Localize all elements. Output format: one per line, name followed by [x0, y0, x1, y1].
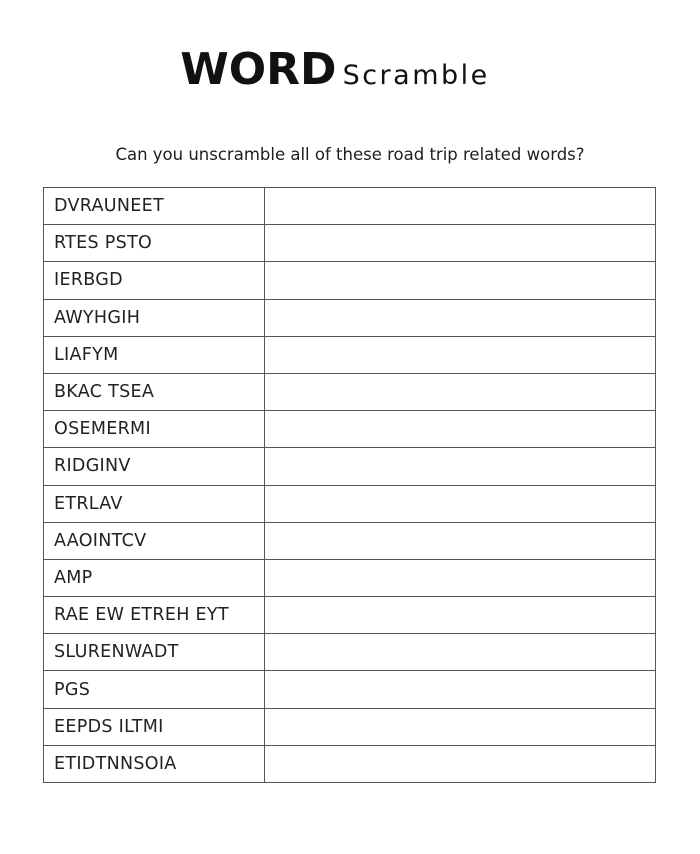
answer-cell[interactable] [265, 299, 656, 336]
table-row [44, 597, 656, 634]
title-light-word: Scramble [342, 60, 490, 91]
table-row [44, 299, 656, 336]
scrambled-word-cell: IERBGD [44, 262, 265, 299]
answer-cell[interactable] [265, 262, 656, 299]
scrambled-word-cell: ETIDTNNSOIA [44, 745, 265, 782]
scrambled-word-cell: RIDGINV [44, 448, 265, 485]
table-row [44, 373, 656, 410]
scrambled-word-cell: RTES PSTO [44, 225, 265, 262]
answer-cell[interactable] [265, 411, 656, 448]
scrambled-word-cell: BKAC TSEA [44, 373, 265, 410]
answer-cell[interactable] [265, 634, 656, 671]
answer-cell[interactable] [265, 671, 656, 708]
scrambled-word-cell: PGS [44, 671, 265, 708]
answer-cell[interactable] [265, 559, 656, 596]
worksheet-title [0, 44, 670, 95]
table-row [44, 448, 656, 485]
answer-cell[interactable] [265, 373, 656, 410]
answer-cell[interactable] [265, 188, 656, 225]
table-row [44, 262, 656, 299]
scrambled-word-cell: LIAFYM [44, 336, 265, 373]
scrambled-word-cell: AWYHGIH [44, 299, 265, 336]
title-bold-word: WORD [180, 44, 337, 95]
scrambled-word-cell: RAE EW ETREH EYT [44, 597, 265, 634]
table-row [44, 559, 656, 596]
table-row [44, 634, 656, 671]
answer-cell[interactable] [265, 448, 656, 485]
table-row [44, 522, 656, 559]
scrambled-word-cell: SLURENWADT [44, 634, 265, 671]
scrambled-word-cell: DVRAUNEET [44, 188, 265, 225]
table-row [44, 188, 656, 225]
answer-cell[interactable] [265, 485, 656, 522]
answer-cell[interactable] [265, 708, 656, 745]
answer-cell[interactable] [265, 336, 656, 373]
table-row [44, 671, 656, 708]
scrambled-word-cell: AMP [44, 559, 265, 596]
table-row [44, 225, 656, 262]
answer-cell[interactable] [265, 225, 656, 262]
table-row [44, 485, 656, 522]
answer-cell[interactable] [265, 745, 656, 782]
answer-cell[interactable] [265, 522, 656, 559]
table-row [44, 411, 656, 448]
scrambled-word-cell: EEPDS ILTMI [44, 708, 265, 745]
answer-cell[interactable] [265, 597, 656, 634]
table-row [44, 336, 656, 373]
scramble-table [43, 187, 656, 783]
table-row [44, 745, 656, 782]
scramble-table-body [44, 188, 656, 783]
scrambled-word-cell: ETRLAV [44, 485, 265, 522]
scrambled-word-cell: OSEMERMI [44, 411, 265, 448]
table-row [44, 708, 656, 745]
instructions-text: Can you unscramble all of these road trip related words? [115, 145, 585, 164]
scrambled-word-cell: AAOINTCV [44, 522, 265, 559]
